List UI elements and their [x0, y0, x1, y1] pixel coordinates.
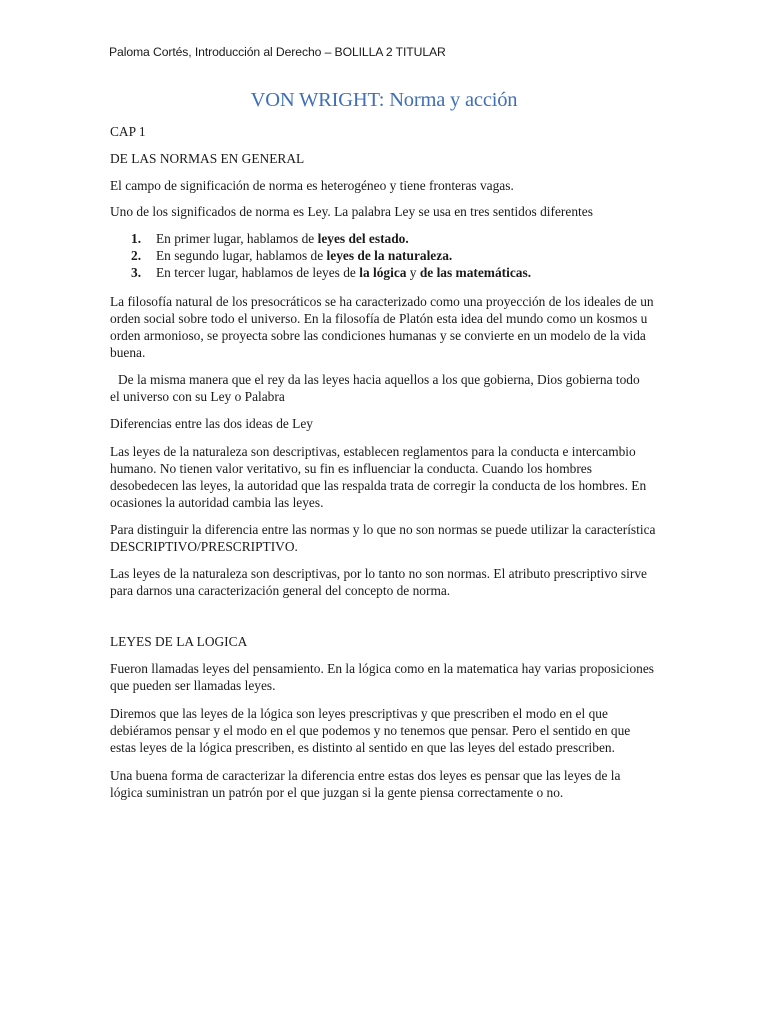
list-item: 1. En primer lugar, hablamos de leyes del estado. — [131, 231, 409, 246]
document-body — [110, 123, 658, 801]
paragraph-3: La filosofía natural de los presocráticos se ha caracterizado como una proyección de los ideales de un orden social sobre todo el universo. En la filosofía de Platón esta idea del mundo como un kosmos u orden armonioso, se proyecta sobre las condiciones humanas y se convierte en un modelo de la vida buena. — [110, 294, 654, 360]
document-title: VON WRIGHT: Norma y acción — [250, 89, 518, 111]
paragraph-4: De la misma manera que el rey da las leyes hacia aquellos a los que gobierna, Dios gobierna todo el universo con su Ley o Palabra — [110, 372, 640, 404]
paragraph-11: Una buena forma de caracterizar la diferencia entre estas dos leyes es pensar que las leyes de la lógica suministran un patrón por el que juzgan si la gente piensa correctamente o no. — [110, 768, 621, 800]
paragraph-10: Diremos que las leyes de la lógica son leyes prescriptivas y que prescriben el modo en el que debiéramos pensar y el modo en el que podemos y no tenemos que pensar. Pero el sentido en que estas leyes de la lógica prescriben, es distinto al sentido en que las leyes del estado prescriben. — [110, 706, 631, 755]
paragraph-5: Diferencias entre las dos ideas de Ley — [110, 416, 314, 431]
page-header: Paloma Cortés, Introducción al Derecho – BOLILLA 2 TITULAR — [109, 45, 446, 59]
chapter-label: CAP 1 — [110, 124, 146, 139]
list-item: 2. En segundo lugar, hablamos de leyes de la naturaleza. — [131, 248, 453, 263]
section-heading-normas: DE LAS NORMAS EN GENERAL — [110, 151, 305, 166]
paragraph-2: Uno de los significados de norma es Ley. La palabra Ley se usa en tres sentidos diferentes — [110, 204, 593, 219]
paragraph-8: Las leyes de la naturaleza son descriptivas, por lo tanto no son normas. El atributo prescriptivo sirve para darnos una caracterización general del concepto de norma. — [110, 566, 647, 598]
list-item: 3. En tercer lugar, hablamos de leyes de la lógica y de las matemáticas. — [131, 265, 532, 280]
laws-list — [110, 230, 658, 281]
paragraph-6: Las leyes de la naturaleza son descriptivas, establecen reglamentos para la conducta e intercambio humano. No tienen valor veritativo, su fin es influenciar la conducta. Cuando los hombres desobedecen las leyes, la autoridad que las respalda trata de corregir la conducta de los hombres. En ocasiones la autoridad cambia las leyes. — [110, 444, 647, 510]
paragraph-9: Fueron llamadas leyes del pensamiento. En la lógica como en la matematica hay varias proposiciones que pueden ser llamadas leyes. — [110, 661, 655, 693]
section-heading-logica: LEYES DE LA LOGICA — [110, 634, 248, 649]
paragraph-7: Para distinguir la diferencia entre las normas y lo que no son normas se puede utilizar la característica DESCRIPTIVO/PRESCRIPTIVO. — [110, 522, 656, 554]
paragraph-1: El campo de significación de norma es heterogéneo y tiene fronteras vagas. — [110, 178, 514, 193]
